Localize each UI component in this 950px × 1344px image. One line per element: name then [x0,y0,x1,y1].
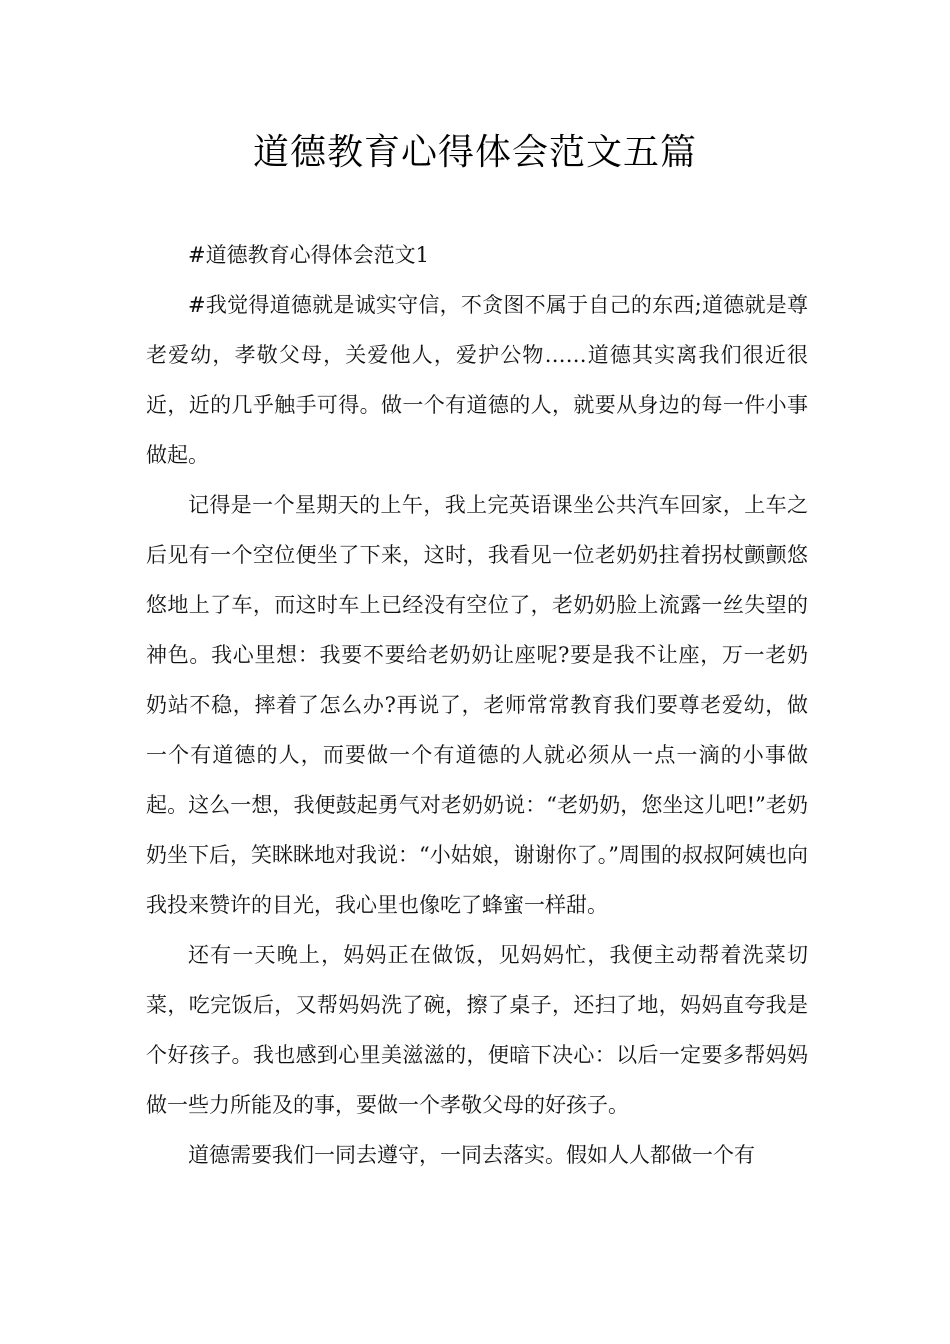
section-heading: #道德教育心得体会范文1 [188,243,429,267]
paragraph: 道德需要我们一同去遵守，一同去落实。假如人人都做一个有 [188,1143,755,1167]
paragraph: #我觉得道德就是诚实守信，不贪图不属于自己的东西;道德就是尊老爱幼，孝敬父母，关爱他人，爱护公物……道德其实离我们很近很近，近的几乎触手可得。做一个有道德的人，就要从身边的每一件小事做起。 [146,293,808,467]
paragraph: 记得是一个星期天的上午，我上完英语课坐公共汽车回家，上车之后见有一个空位便坐了下来，这时，我看见一位老奶奶拄着拐杖颤颤悠悠地上了车，而这时车上已经没有空位了，老奶奶脸上流露一丝失望的神色。我心里想：我要不要给老奶奶让座呢?要是我不让座，万一老奶奶站不稳，摔着了怎么办?再说了，老师常常教育我们要尊老爱幼，做一个有道德的人，而要做一个有道德的人就必须从一点一滴的小事做起。这么一想，我便鼓起勇气对老奶奶说：“老奶奶，您坐这儿吧!”老奶奶坐下后，笑眯眯地对我说：“小姑娘，谢谢你了。”周围的叔叔阿姨也向我投来赞许的目光，我心里也像吃了蜂蜜一样甜。 [146,493,808,917]
document-body [146,230,808,1180]
paragraph: 还有一天晚上，妈妈正在做饭，见妈妈忙，我便主动帮着洗菜切菜，吃完饭后，又帮妈妈洗了碗，擦了桌子，还扫了地，妈妈直夸我是个好孩子。我也感到心里美滋滋的，便暗下决心：以后一定要多帮妈妈做一些力所能及的事，要做一个孝敬父母的好孩子。 [146,943,808,1117]
document-title: 道德教育心得体会范文五篇 [252,132,697,173]
